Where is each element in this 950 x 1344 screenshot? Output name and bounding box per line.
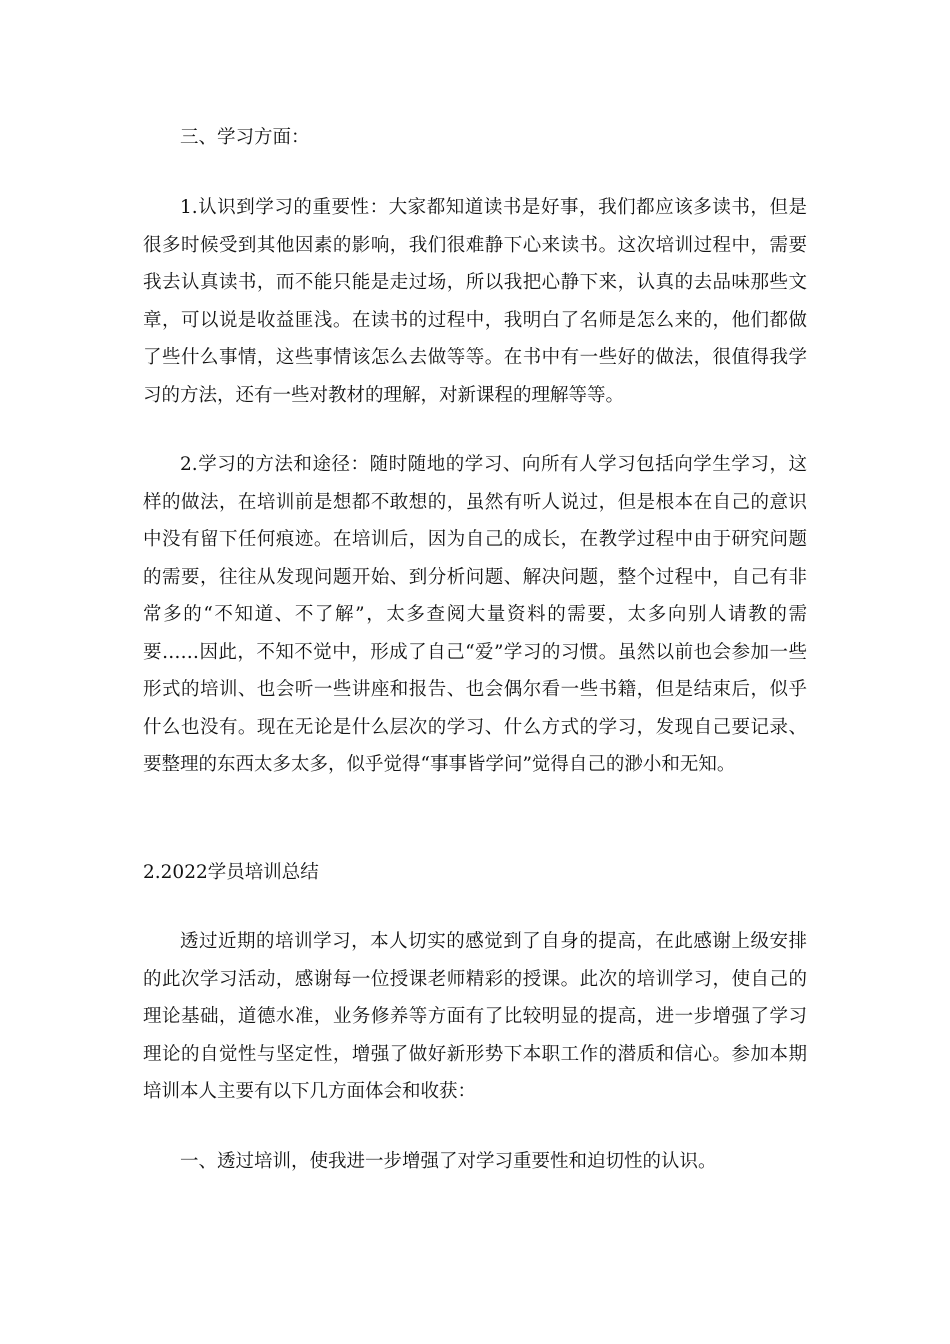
paragraph-importance-of-study: 1.认识到学习的重要性：大家都知道读书是好事，我们都应该多读书，但是很多时候受到其他因素的影响，我们很难静下心来读书。这次培训过程中，需要我去认真读书，而不能只能是走过场，所以我把心静下来，认真的去品味那些文章，可以说是收益匪浅。在读书的过程中，我明白了名师是怎么来的，他们都做了些什么事情，这些事情该怎么去做等等。在书中有一些好的做法，很值得我学习的方法，还有一些对教材的理解，对新课程的理解等等。 xyxy=(143,197,807,406)
section-heading-study: 三、学习方面： xyxy=(180,127,310,148)
section-heading-point-one: 一、透过培训，使我进一步增强了对学习重要性和迫切性的认识。 xyxy=(180,1151,717,1172)
paragraph-study-methods: 2.学习的方法和途径：随时随地的学习、向所有人学习包括向学生学习，这样的做法，在培训前是想都不敢想的，虽然有听人说过，但是根本在自己的意识中没有留下任何痕迹。在培训后，因为自己的成长，在教学过程中由于研究问题的需要，往往从发现问题开始、到分析问题、解决问题，整个过程中，自己有非常多的“不知道、不了解”，太多查阅大量资料的需要，太多向别人请教的需要……因此，不知不觉中，形成了自己“爱”学习的习惯。虽然以前也会参加一些形式的培训、也会听一些讲座和报告、也会偶尔看一些书籍，但是结束后，似乎什么也没有。现在无论是什么层次的学习、什么方式的学习，发现自己要记录、要整理的东西太多太多，似乎觉得“事事皆学问”觉得自己的渺小和无知。 xyxy=(143,454,807,775)
paragraph-training-summary: 透过近期的培训学习，本人切实的感觉到了自身的提高，在此感谢上级安排的此次学习活动，感谢每一位授课老师精彩的授课。此次的培训学习，使自己的理论基础，道德水准，业务修养等方面有了比较明显的提高，进一步增强了学习理论的自觉性与坚定性，增强了做好新形势下本职工作的潜质和信心。参加本期培训本人主要有以下几方面体会和收获： xyxy=(143,931,807,1102)
article-title: 2.2022学员培训总结 xyxy=(143,862,319,883)
